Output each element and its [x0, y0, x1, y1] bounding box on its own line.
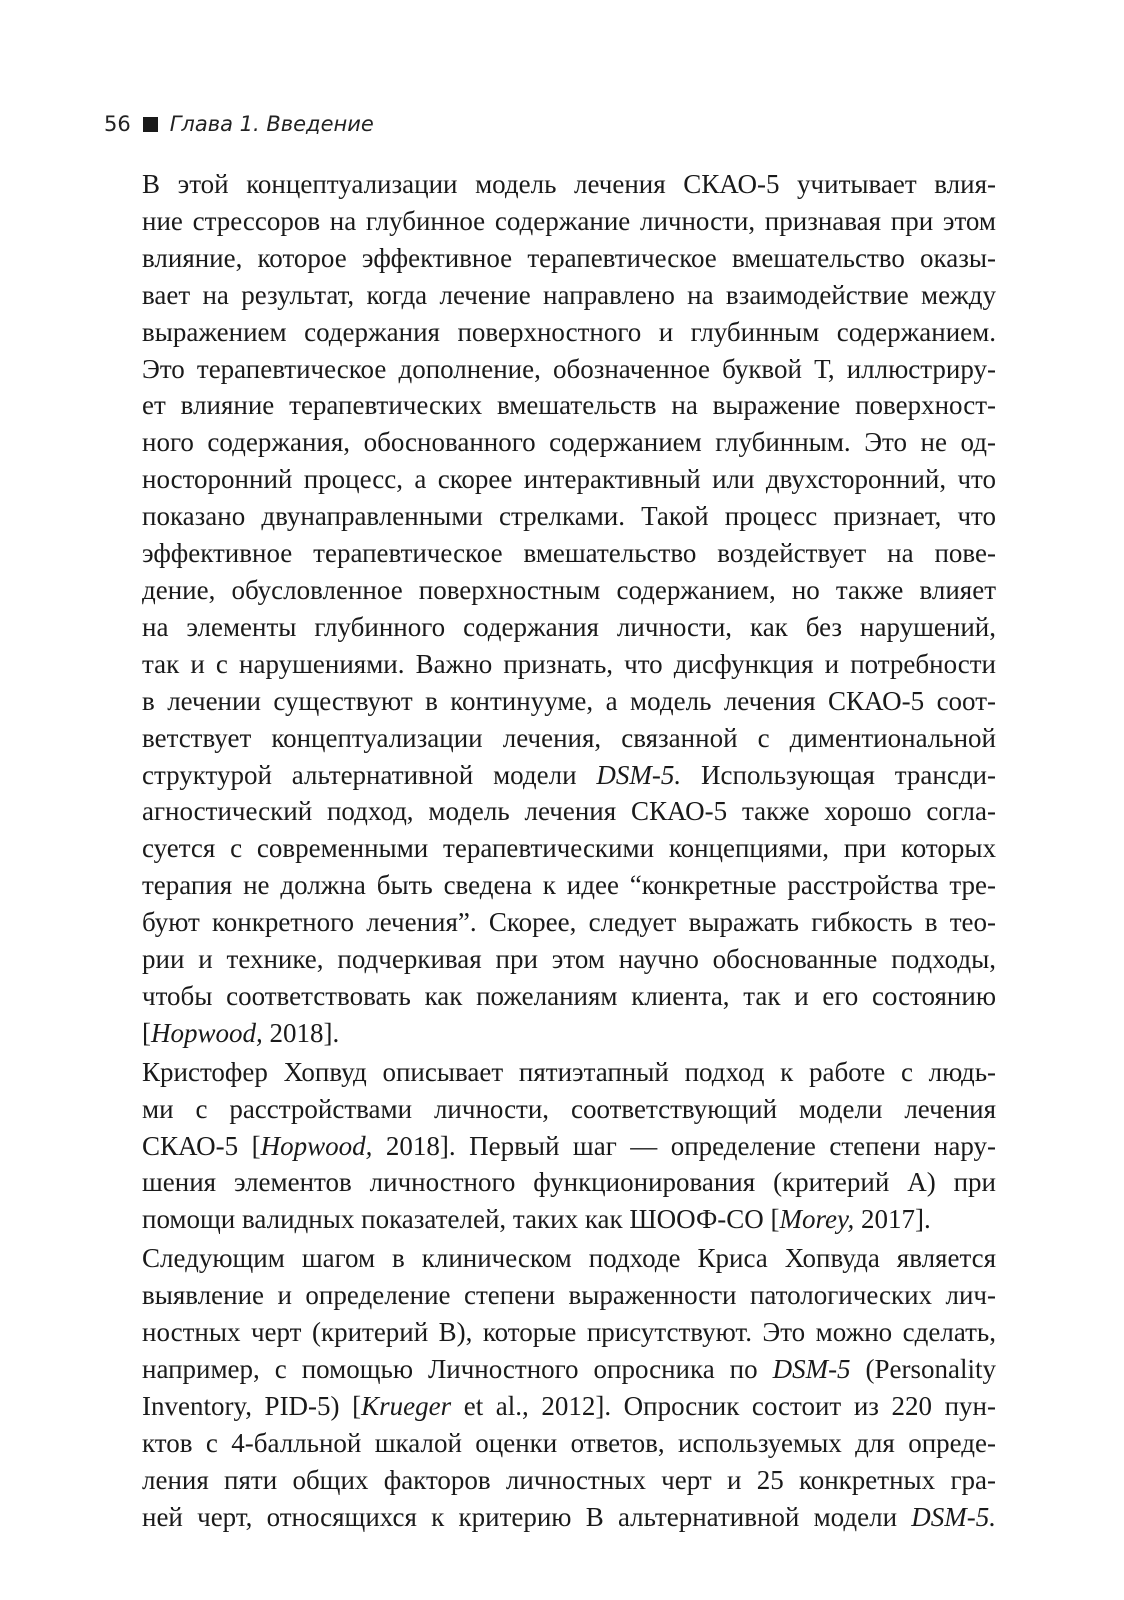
citation-author: Hopwood, [151, 1017, 263, 1048]
text-run: [ [142, 1017, 151, 1048]
text-line: ного содержания, обоснованного содержанием глубинным. Это не од- [142, 427, 996, 458]
text-line: носторонний процесс, а скорее интерактивный или двухсторонний, что [142, 464, 996, 495]
citation-line [104, 1015, 996, 1052]
italic-dsm-5: DSM-5. [911, 1501, 996, 1532]
citation-author: Morey, [779, 1204, 855, 1235]
text-line: в лечении существуют в континууме, а модель лечения СКАО-5 соот- [142, 685, 996, 716]
text-line [104, 757, 996, 794]
text-line [104, 1201, 996, 1238]
text-line: буют конкретного лечения”. Скорее, следует выражать гибкость в тео- [142, 907, 996, 938]
text-line: ние стрессоров на глубинное содержание личности, признавая при этом [142, 205, 996, 236]
text-run: (Personality [850, 1354, 996, 1384]
text-run: 2018]. [262, 1017, 340, 1048]
text-line: рии и технике, подчеркивая при этом научно обоснованные подходы, [142, 944, 996, 975]
page-number: 56 [104, 112, 131, 136]
text-line: вает на результат, когда лечение направлено на взаимодействие между [142, 279, 996, 310]
text-run: 2017]. [854, 1204, 931, 1235]
chapter-title: Глава 1. Введение [169, 112, 374, 136]
text-line: влияние, которое эффективное терапевтическое вмешательство оказы- [142, 242, 996, 273]
text-line: ностных черт (критерий В), которые присутствуют. Это можно сделать, [142, 1317, 996, 1348]
text-line: на элементы глубинного содержания личности, как без нарушений, [142, 611, 996, 642]
text-line [104, 1128, 996, 1165]
text-line: ветствует концептуализации лечения, связанной с диментиональной [142, 722, 996, 753]
running-header [104, 110, 374, 138]
text-run: Inventory, PID-5) [ [142, 1390, 362, 1421]
text-line: Кристофер Хопвуд описывает пятиэтапный подход к работе с людь- [142, 1056, 996, 1087]
italic-dsm-5: DSM-5. [596, 759, 682, 790]
text-line: терапия не должна быть сведена к идее “конкретные расстройства тре- [142, 870, 996, 901]
paragraph-3 [104, 1240, 996, 1535]
text-line: эффективное терапевтическое вмешательство воздействует на пове- [142, 538, 996, 569]
text-line: суется с современными терапевтическими концепциями, при которых [142, 833, 996, 864]
text-run: СКАО-5 [ [142, 1130, 261, 1161]
text-line [104, 1351, 996, 1388]
text-line: Это терапевтическое дополнение, обозначенное буквой Т, иллюстриру- [142, 353, 996, 384]
text-run: структурой альтернативной модели [142, 759, 597, 790]
paragraph-1 [104, 166, 996, 1052]
citation-author: Hopwood, [260, 1130, 373, 1161]
text-run: помощи валидных показателей, таких как ШООФ-СО [ [142, 1204, 780, 1235]
italic-dsm-5: DSM-5 [772, 1354, 851, 1384]
citation-author: Krueger [361, 1390, 452, 1421]
text-run: например, с помощью Личностного опросника по [142, 1354, 773, 1384]
text-run: Использующая трансди- [681, 759, 996, 790]
header-square-bullet [143, 117, 158, 132]
text-line [104, 1388, 996, 1425]
text-line: ктов с 4-балльной шкалой оценки ответов, используемых для опреде- [142, 1427, 996, 1458]
text-run: et al., 2012]. Опросник состоит из 220 пун- [451, 1390, 996, 1421]
text-line: ми с расстройствами личности, соответствующий модели лечения [142, 1093, 996, 1124]
text-line: выражением содержания поверхностного и глубинным содержанием. [142, 316, 996, 347]
text-line: выявление и определение степени выраженности патологических лич- [142, 1280, 996, 1311]
text-line: показано двунаправленными стрелками. Такой процесс признает, что [142, 501, 996, 532]
paragraph-2 [104, 1054, 996, 1239]
text-line: В этой концептуализации модель лечения СКАО-5 учитывает влия- [142, 169, 996, 199]
text-line: шения элементов личностного функционирования (критерий А) при [142, 1167, 996, 1198]
text-line: агностический подход, модель лечения СКАО-5 также хорошо согла- [142, 796, 996, 827]
body-text [104, 166, 996, 1536]
text-line: чтобы соответствовать как пожеланиям клиента, так и его состоянию [142, 980, 996, 1011]
text-line: ления пяти общих факторов личностных черт и 25 конкретных гра- [142, 1464, 996, 1495]
text-run: 2018]. Первый шаг — определение степени нару- [372, 1130, 996, 1161]
text-line [104, 1499, 996, 1536]
text-line: дение, обусловленное поверхностным содержанием, но также влияет [142, 574, 996, 605]
text-line: так и с нарушениями. Важно признать, что дисфункция и потребности [142, 648, 996, 679]
text-run: ней черт, относящихся к критерию В альтернативной модели [142, 1501, 912, 1532]
text-line: Следующим шагом в клиническом подходе Криса Хопвуда является [142, 1243, 996, 1274]
text-line: ет влияние терапевтических вмешательств на выражение поверхност- [142, 390, 996, 421]
